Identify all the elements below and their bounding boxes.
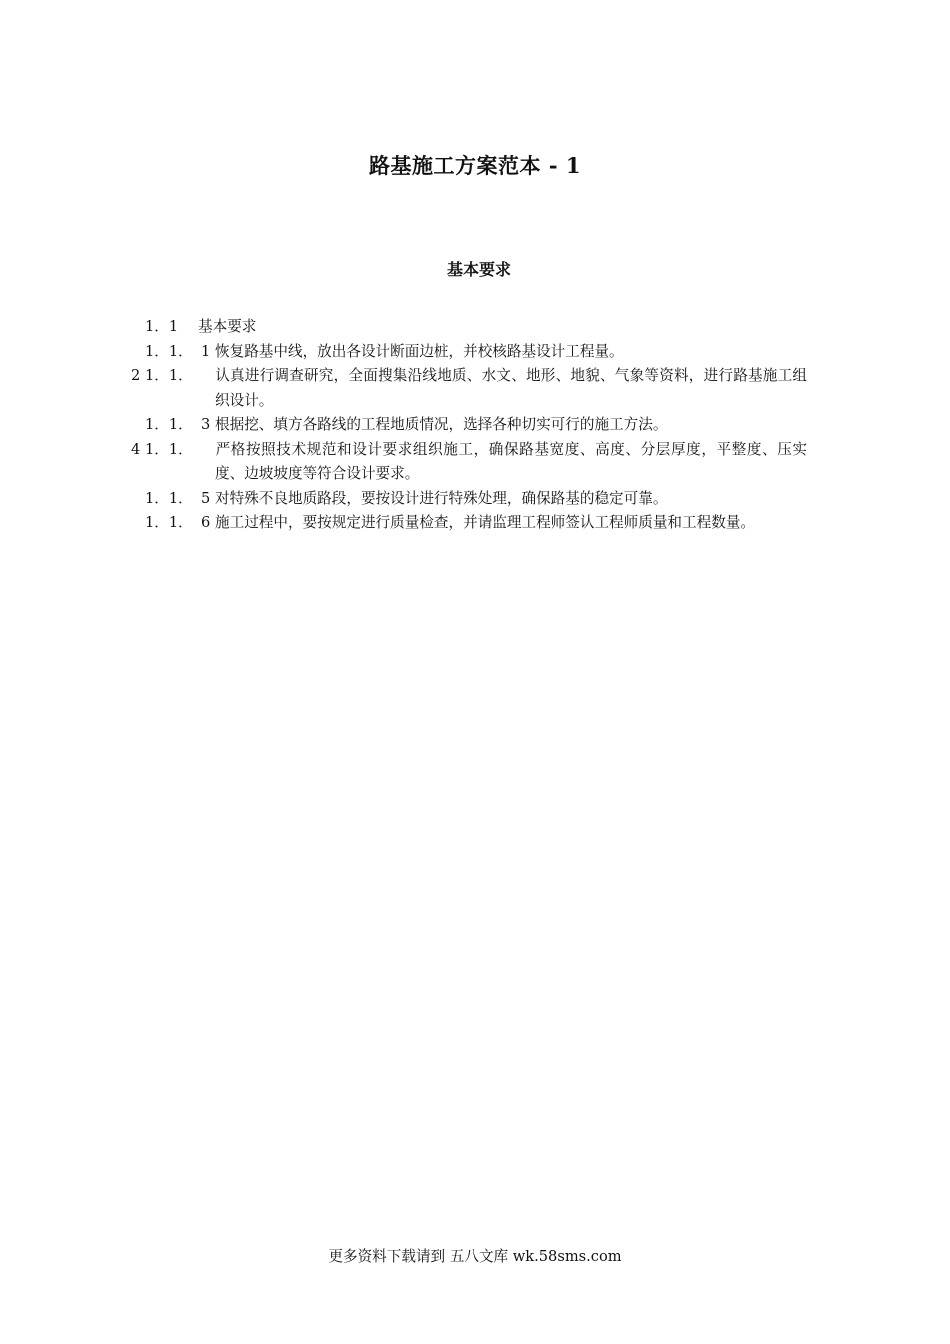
document-title: 路基施工方案范本 - 1 xyxy=(369,153,581,178)
item-number: 1．1． xyxy=(145,416,193,433)
item-subnumber: 4 xyxy=(131,440,141,458)
list-item-heading xyxy=(145,315,807,340)
item-subnumber: 3 xyxy=(201,416,211,433)
item-text: 对特殊不良地质路段，要按设计进行特殊处理，确保路基的稳定可靠。 xyxy=(215,489,668,507)
item-number: 1．1． xyxy=(145,514,193,531)
requirements-list xyxy=(131,315,807,536)
item-number: 1．1． xyxy=(145,489,193,507)
footer-note: 更多资料下载请到 五八文库 wk.58sms.com xyxy=(328,1248,622,1265)
item-text: 基本要求 xyxy=(198,318,257,335)
item-number: 1．1． xyxy=(145,342,193,360)
item-subnumber: 5 xyxy=(201,489,211,507)
list-item xyxy=(145,413,807,438)
list-item xyxy=(131,364,807,413)
item-text: 恢复路基中线，放出各设计断面边桩，并校核路基设计工程量。 xyxy=(215,342,624,360)
item-subnumber: 1 xyxy=(201,342,211,360)
list-item xyxy=(145,340,807,365)
item-text: 严格按照技术规范和设计要求组织施工，确保路基宽度、高度、分层厚度，平整度、压实度、边坡坡度等符合设计要求。 xyxy=(215,440,807,482)
item-number: 1．1． xyxy=(145,367,193,384)
item-subnumber: 2 xyxy=(131,367,141,384)
item-number: 1．1． xyxy=(145,440,193,458)
section-heading: 基本要求 xyxy=(446,260,511,279)
list-item xyxy=(145,511,807,536)
list-item xyxy=(145,487,807,512)
item-text: 根据挖、填方各路线的工程地质情况，选择各种切实可行的施工方法。 xyxy=(215,416,668,433)
item-text: 认真进行调查研究，全面搜集沿线地质、水文、地形、地貌、气象等资料，进行路基施工组织设计。 xyxy=(215,367,807,409)
list-item xyxy=(131,438,807,487)
item-subnumber: 6 xyxy=(201,514,211,531)
item-number: 1．1 xyxy=(145,318,179,335)
item-text: 施工过程中，要按规定进行质量检查，并请监理工程师签认工程师质量和工程数量。 xyxy=(215,514,755,531)
